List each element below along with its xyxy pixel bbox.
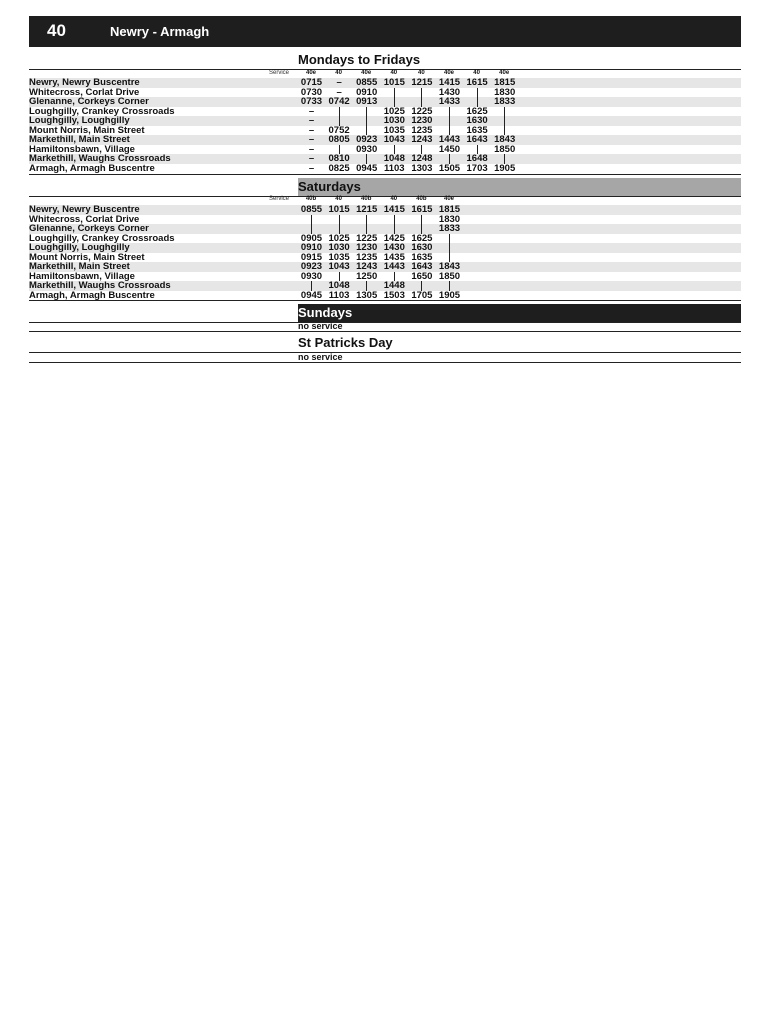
departure-time: 1503 bbox=[383, 289, 405, 301]
service-code: 40 bbox=[418, 70, 425, 76]
departure-time: 1235 bbox=[411, 124, 433, 136]
departure-time: 0805 bbox=[328, 134, 350, 145]
divider bbox=[29, 331, 741, 332]
departure-time: 1025 bbox=[383, 105, 405, 117]
departure-time: 0910 bbox=[356, 86, 378, 98]
passes-without-stopping-mark bbox=[366, 107, 367, 117]
departure-time: 1015 bbox=[383, 77, 405, 88]
departure-time: – bbox=[308, 162, 315, 174]
stop-name: Mount Norris, Main Street bbox=[29, 124, 145, 136]
service-code: 40 bbox=[335, 70, 342, 76]
divider bbox=[29, 322, 741, 323]
service-code: 40 bbox=[390, 70, 398, 76]
departure-time: 0913 bbox=[356, 96, 378, 107]
departure-time: 1225 bbox=[411, 105, 433, 117]
stop-name: Glenanne, Corkeys Corner bbox=[29, 96, 149, 107]
service-row bbox=[29, 196, 741, 204]
passes-without-stopping-mark bbox=[421, 215, 422, 225]
departure-time: 0715 bbox=[300, 77, 323, 88]
departure-time: – bbox=[336, 77, 342, 88]
departure-time: 1635 bbox=[466, 124, 488, 136]
departure-time: 1615 bbox=[411, 204, 433, 215]
departure-time: 1443 bbox=[383, 261, 405, 272]
divider bbox=[29, 352, 741, 353]
departure-time: 0923 bbox=[300, 261, 323, 272]
departure-time: 1815 bbox=[494, 77, 516, 88]
route-header bbox=[29, 16, 741, 47]
departure-time: 1635 bbox=[411, 251, 433, 263]
stop-name: Loughgilly, Loughgilly bbox=[29, 242, 130, 253]
departure-time: 1448 bbox=[383, 280, 405, 291]
departure-time: 1048 bbox=[328, 280, 350, 291]
service-code: 40e bbox=[305, 70, 316, 76]
section-saturdays bbox=[29, 177, 741, 302]
departure-time: – bbox=[336, 86, 342, 98]
departure-time: 0733 bbox=[300, 96, 323, 107]
departure-time: 1048 bbox=[383, 153, 405, 164]
service-code: 40b bbox=[416, 196, 427, 202]
passes-without-stopping-mark bbox=[366, 116, 367, 126]
departure-time: 1643 bbox=[411, 261, 433, 272]
departure-time: 1235 bbox=[356, 251, 378, 263]
departure-time: 0855 bbox=[356, 77, 378, 88]
table-row bbox=[29, 262, 741, 272]
departure-time: 1043 bbox=[383, 134, 405, 145]
departure-time: – bbox=[308, 115, 315, 126]
departure-time: 1430 bbox=[383, 242, 405, 253]
departure-time: 1015 bbox=[328, 204, 350, 215]
departure-time: 1850 bbox=[438, 270, 461, 282]
departure-time: 1035 bbox=[328, 251, 350, 263]
departure-time: 1625 bbox=[411, 232, 433, 244]
service-code: 40 bbox=[390, 196, 398, 202]
departure-time: 0923 bbox=[356, 134, 378, 145]
stop-name: Loughgilly, Crankey Crossroads bbox=[29, 105, 175, 117]
departure-time: 1643 bbox=[466, 134, 488, 145]
service-label: Service bbox=[269, 196, 290, 202]
departure-time: 0945 bbox=[356, 162, 378, 174]
service-label: Service bbox=[269, 70, 290, 76]
stop-name: Markethill, Main Street bbox=[29, 261, 130, 272]
passes-without-stopping-mark bbox=[311, 215, 312, 225]
departure-time: 1905 bbox=[438, 289, 461, 301]
departure-time: 1030 bbox=[328, 242, 350, 253]
service-code: 40b bbox=[305, 196, 317, 202]
departure-time: 1243 bbox=[356, 261, 378, 272]
departure-time: 0945 bbox=[300, 289, 323, 301]
stop-name: Markethill, Waughs Crossroads bbox=[29, 280, 171, 291]
departure-time: 1443 bbox=[438, 134, 461, 145]
route-number: 40 bbox=[47, 21, 66, 40]
departure-time: 1650 bbox=[411, 270, 433, 282]
service-code: 40e bbox=[499, 70, 510, 76]
departure-time: 1250 bbox=[356, 270, 378, 282]
section-title: Sundays bbox=[298, 304, 741, 322]
departure-time: 1215 bbox=[356, 204, 378, 215]
departure-time: 1225 bbox=[356, 232, 378, 244]
departure-time: 1830 bbox=[438, 213, 461, 225]
stop-name: Loughgilly, Loughgilly bbox=[29, 115, 130, 126]
departure-time: 1415 bbox=[438, 77, 461, 88]
no-service-note: no service bbox=[298, 352, 343, 362]
passes-without-stopping-mark bbox=[449, 234, 450, 244]
divider bbox=[29, 362, 741, 363]
passes-without-stopping-mark bbox=[477, 88, 478, 98]
table-row bbox=[29, 291, 741, 301]
divider bbox=[29, 174, 741, 175]
table-row bbox=[29, 135, 741, 145]
stop-name: Mount Norris, Main Street bbox=[29, 251, 145, 263]
stop-name: Glenanne, Corkeys Corner bbox=[29, 223, 149, 234]
passes-without-stopping-mark bbox=[366, 215, 367, 225]
departure-time: 1230 bbox=[411, 115, 433, 126]
departure-time: 1615 bbox=[466, 77, 488, 88]
departure-time: 1625 bbox=[466, 105, 488, 117]
service-code: 40b bbox=[361, 196, 372, 202]
departure-time: 1705 bbox=[411, 289, 433, 301]
departure-time: 1248 bbox=[411, 153, 433, 164]
section-mondays-to-fridays bbox=[29, 50, 741, 175]
departure-time: 1815 bbox=[438, 204, 461, 215]
departure-time: 1833 bbox=[494, 96, 516, 107]
departure-time: 1648 bbox=[466, 153, 488, 164]
stop-name: Markethill, Waughs Crossroads bbox=[29, 153, 171, 164]
no-service-note: no service bbox=[298, 321, 343, 331]
departure-time: 1505 bbox=[438, 162, 461, 174]
passes-without-stopping-mark bbox=[339, 215, 340, 225]
stop-name: Loughgilly, Crankey Crossroads bbox=[29, 232, 175, 244]
departure-time: – bbox=[308, 153, 315, 164]
route-name: Newry - Armagh bbox=[110, 24, 210, 39]
departure-time: – bbox=[308, 105, 315, 117]
service-code: 40 bbox=[335, 196, 342, 202]
stop-name: Whitecross, Corlat Drive bbox=[29, 86, 140, 98]
departure-time: 0855 bbox=[300, 204, 323, 215]
stop-name: Hamiltonsbawn, Village bbox=[29, 270, 135, 282]
section-title: St Patricks Day bbox=[298, 335, 393, 350]
departure-time: 1035 bbox=[383, 124, 405, 136]
departure-time: 1243 bbox=[411, 134, 433, 145]
departure-time: 0905 bbox=[300, 232, 323, 244]
passes-without-stopping-mark bbox=[394, 88, 395, 98]
departure-time: 1830 bbox=[494, 86, 516, 98]
passes-without-stopping-mark bbox=[449, 107, 450, 117]
section-title: Saturdays bbox=[298, 178, 741, 196]
departure-time: 1425 bbox=[383, 232, 405, 244]
departure-time: 1215 bbox=[411, 77, 433, 88]
departure-time: 1430 bbox=[438, 86, 461, 98]
stop-name: Whitecross, Corlat Drive bbox=[29, 213, 140, 225]
service-code: 40e bbox=[443, 196, 454, 202]
departure-time: – bbox=[308, 143, 315, 155]
departure-time: 1435 bbox=[383, 251, 405, 263]
departure-time: 0915 bbox=[300, 251, 323, 263]
departure-time: 1043 bbox=[328, 261, 350, 272]
service-code: 40e bbox=[361, 70, 372, 76]
departure-time: 1905 bbox=[494, 162, 516, 174]
section-st-patricks-day bbox=[29, 334, 741, 364]
departure-time: 0730 bbox=[300, 86, 323, 98]
departure-time: 0752 bbox=[328, 124, 350, 136]
section-title: Mondays to Fridays bbox=[298, 52, 421, 67]
passes-without-stopping-mark bbox=[421, 88, 422, 98]
departure-time: – bbox=[308, 134, 315, 145]
stop-name: Armagh, Armagh Buscentre bbox=[29, 289, 155, 301]
stop-name: Hamiltonsbawn, Village bbox=[29, 143, 135, 155]
departure-time: 1305 bbox=[356, 289, 378, 301]
departure-time: 1415 bbox=[383, 204, 405, 215]
departure-time: 1230 bbox=[356, 242, 378, 253]
departure-time: 0910 bbox=[300, 242, 323, 253]
departure-time: 0742 bbox=[328, 96, 350, 107]
departure-time: 1703 bbox=[466, 162, 488, 174]
section-sundays bbox=[29, 303, 741, 331]
stop-name: Newry, Newry Buscentre bbox=[29, 204, 140, 215]
departure-time: 1850 bbox=[494, 143, 516, 155]
departure-time: 1030 bbox=[383, 115, 405, 126]
passes-without-stopping-mark bbox=[449, 243, 450, 253]
departure-time: 0810 bbox=[328, 153, 350, 164]
table-row bbox=[29, 164, 741, 174]
departure-time: 1103 bbox=[383, 162, 405, 174]
service-code: 40e bbox=[443, 70, 454, 76]
passes-without-stopping-mark bbox=[504, 116, 505, 126]
passes-without-stopping-mark bbox=[504, 107, 505, 117]
departure-time: 1630 bbox=[411, 242, 433, 253]
departure-time: 1843 bbox=[438, 261, 461, 272]
service-code: 40 bbox=[473, 70, 480, 76]
departure-time: 1630 bbox=[466, 115, 488, 126]
departure-time: 1833 bbox=[438, 223, 461, 234]
stop-name: Markethill, Main Street bbox=[29, 134, 130, 145]
departure-time: 1433 bbox=[438, 96, 461, 107]
departure-time: 1843 bbox=[494, 134, 516, 145]
departure-time: – bbox=[308, 124, 315, 136]
passes-without-stopping-mark bbox=[449, 116, 450, 126]
departure-time: 0930 bbox=[300, 270, 323, 282]
divider bbox=[29, 300, 741, 301]
departure-time: 1303 bbox=[411, 162, 433, 174]
stop-name: Armagh, Armagh Buscentre bbox=[29, 162, 155, 174]
departure-time: 0930 bbox=[356, 143, 378, 155]
departure-time: 1025 bbox=[328, 232, 350, 244]
departure-time: 0825 bbox=[328, 162, 350, 174]
stop-name: Newry, Newry Buscentre bbox=[29, 77, 140, 88]
departure-time: 1103 bbox=[328, 289, 350, 301]
passes-without-stopping-mark bbox=[339, 107, 340, 117]
departure-time: 1450 bbox=[438, 143, 461, 155]
passes-without-stopping-mark bbox=[394, 215, 395, 225]
